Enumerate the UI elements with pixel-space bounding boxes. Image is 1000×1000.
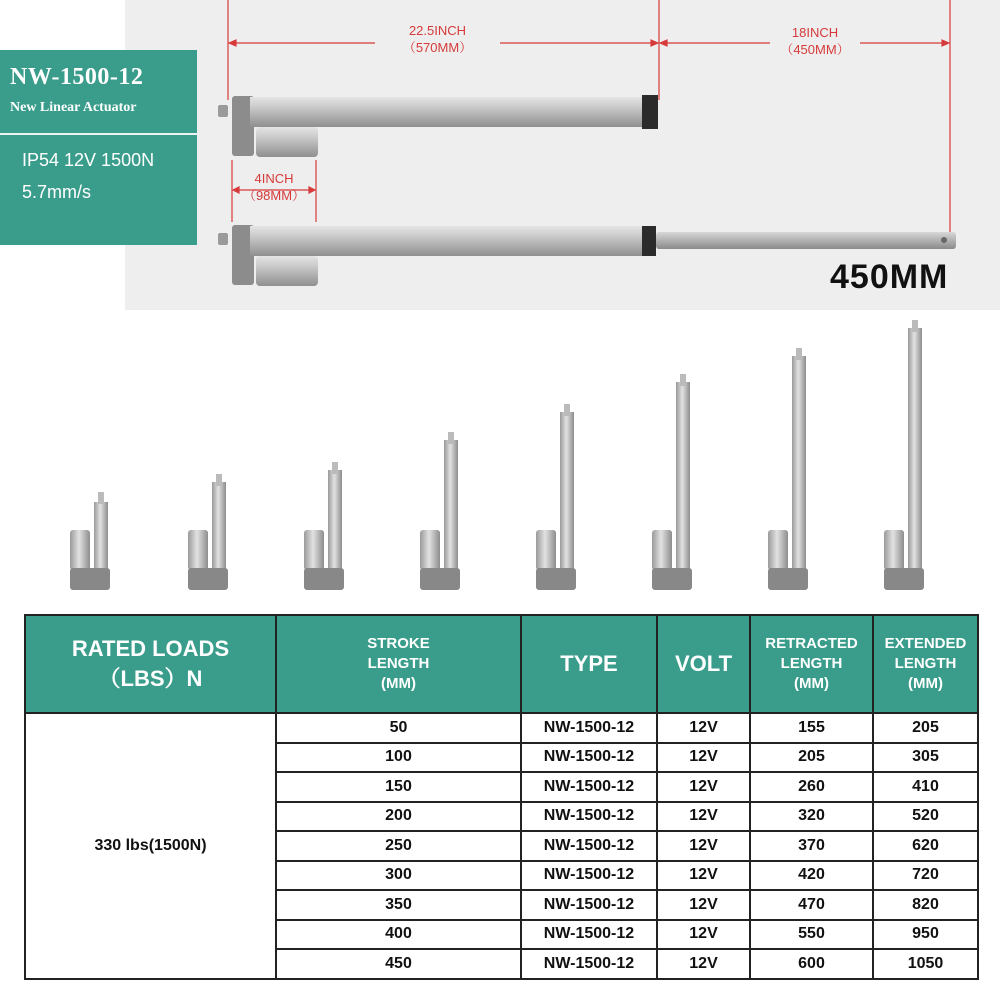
volt-cell: 12V xyxy=(657,861,750,891)
retracted-cell: 600 xyxy=(750,949,873,979)
type-cell: NW-1500-12 xyxy=(521,890,657,920)
type-cell: NW-1500-12 xyxy=(521,949,657,979)
header-rated-loads: RATED LOADS （LBS）N xyxy=(25,615,276,713)
type-cell: NW-1500-12 xyxy=(521,861,657,891)
stroke-cell: 150 xyxy=(276,772,521,802)
volt-cell: 12V xyxy=(657,772,750,802)
stroke-cell: 300 xyxy=(276,861,521,891)
header-volt: VOLT xyxy=(657,615,750,713)
extended-cell: 720 xyxy=(873,861,978,891)
stroke-mm-label: （450MM） xyxy=(780,42,850,57)
extended-cell: 1050 xyxy=(873,949,978,979)
type-cell: NW-1500-12 xyxy=(521,920,657,950)
volt-cell: 12V xyxy=(657,949,750,979)
extended-cell: 520 xyxy=(873,802,978,832)
header-extended-length: EXTENDED LENGTH (MM) xyxy=(873,615,978,713)
retracted-cell: 155 xyxy=(750,713,873,743)
extended-cell: 305 xyxy=(873,743,978,773)
actuator-retracted xyxy=(218,95,658,157)
stroke-cell: 200 xyxy=(276,802,521,832)
stroke-length-dimension xyxy=(770,24,860,58)
stroke-cell: 100 xyxy=(276,743,521,773)
stroke-cell: 400 xyxy=(276,920,521,950)
header-stroke-length: STROKE LENGTH (MM) xyxy=(276,615,521,713)
model-title: NW-1500-12 xyxy=(10,64,144,90)
retracted-cell: 260 xyxy=(750,772,873,802)
volt-cell: 12V xyxy=(657,831,750,861)
spec-table xyxy=(24,614,979,980)
retracted-cell: 470 xyxy=(750,890,873,920)
retracted-inch-label: 22.5INCH xyxy=(408,23,467,38)
stroke-cell: 450 xyxy=(276,949,521,979)
rated-load-cell: 330 lbs(1500N) xyxy=(25,713,276,979)
type-cell: NW-1500-12 xyxy=(521,772,657,802)
retracted-cell: 205 xyxy=(750,743,873,773)
retracted-mm-label: （570MM） xyxy=(402,40,473,55)
spec-rating: IP54 12V 1500N xyxy=(22,150,155,170)
extended-cell: 205 xyxy=(873,713,978,743)
badge-divider xyxy=(0,133,197,135)
volt-cell: 12V xyxy=(657,890,750,920)
retracted-cell: 420 xyxy=(750,861,873,891)
extended-cell: 410 xyxy=(873,772,978,802)
stroke-size-label: 450MM xyxy=(830,258,949,296)
spec-speed: 5.7mm/s xyxy=(22,182,92,202)
retracted-cell: 370 xyxy=(750,831,873,861)
product-badge xyxy=(0,50,197,245)
type-cell: NW-1500-12 xyxy=(521,743,657,773)
stroke-cell: 50 xyxy=(276,713,521,743)
retracted-cell: 320 xyxy=(750,802,873,832)
stroke-cell: 250 xyxy=(276,831,521,861)
volt-cell: 12V xyxy=(657,713,750,743)
motor-mm-label: （98MM） xyxy=(242,188,306,203)
actuator-lineup xyxy=(70,320,924,590)
volt-cell: 12V xyxy=(657,802,750,832)
table-row xyxy=(25,713,978,743)
stroke-cell: 350 xyxy=(276,890,521,920)
volt-cell: 12V xyxy=(657,743,750,773)
motor-inch-label: 4INCH xyxy=(254,171,294,186)
product-subtitle: New Linear Actuator xyxy=(10,100,137,115)
extended-cell: 620 xyxy=(873,831,978,861)
retracted-length-dimension xyxy=(375,22,500,56)
type-cell: NW-1500-12 xyxy=(521,802,657,832)
volt-cell: 12V xyxy=(657,920,750,950)
table-header-row xyxy=(25,615,978,713)
header-retracted-length: RETRACTED LENGTH (MM) xyxy=(750,615,873,713)
motor-length-dimension xyxy=(228,170,320,204)
extended-cell: 950 xyxy=(873,920,978,950)
stroke-inch-label: 18INCH xyxy=(791,25,839,40)
header-type: TYPE xyxy=(521,615,657,713)
extended-cell: 820 xyxy=(873,890,978,920)
retracted-cell: 550 xyxy=(750,920,873,950)
type-cell: NW-1500-12 xyxy=(521,713,657,743)
type-cell: NW-1500-12 xyxy=(521,831,657,861)
